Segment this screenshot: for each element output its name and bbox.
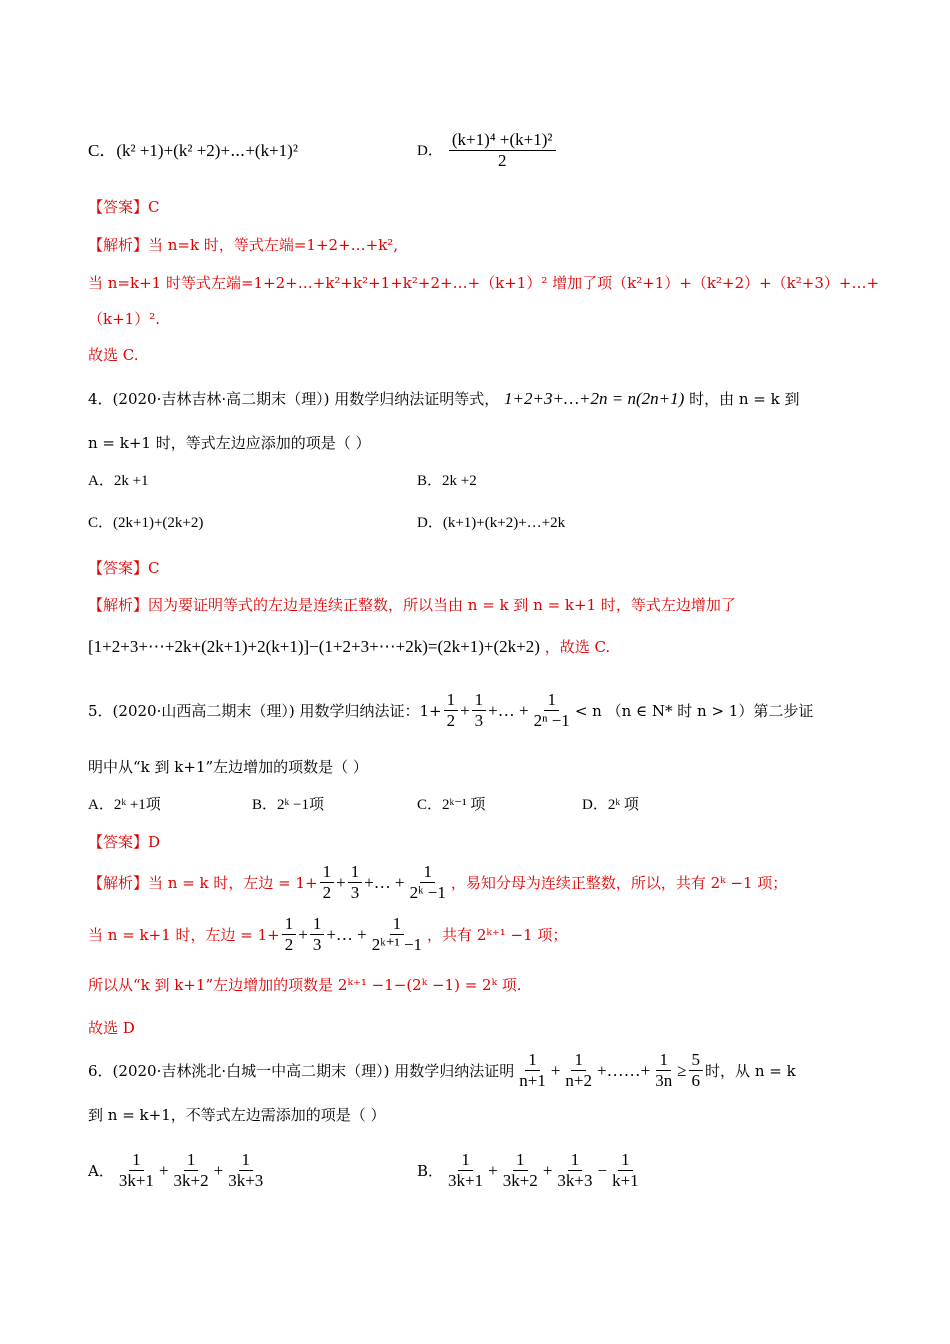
q3-analysis-line3: （k+1）². — [88, 310, 160, 328]
q6-stem-line2: 到 n = k+1，不等式左边需添加的项是（ ） — [88, 1106, 386, 1124]
q6-geq: ≥ — [677, 1060, 687, 1080]
q6-frac2-num: 1 — [571, 1050, 586, 1071]
q5-stem-prefix: 5．(2020·山西高二期末（理）) 用数学归纳法证：1+ — [88, 701, 442, 720]
q5-a1-mid: +… + — [364, 872, 405, 892]
q6-b-frac3-num: 1 — [568, 1150, 583, 1171]
q5-stem-tail: < n （n ∈ N* 时 n > 1）第二步证 — [574, 701, 814, 720]
q5-analysis-line3: 所以从“k 到 k+1”左边增加的项数是 2ᵏ⁺¹ −1−(2ᵏ −1) = 2ᵏ 项. — [88, 976, 522, 994]
q5-a1-tail: ，易知分母为连续正整数，所以，共有 2ᵏ −1 项； — [450, 873, 788, 892]
q5-conclusion: 故选 D — [88, 1019, 135, 1037]
q5-a2-frac1-den: 2 — [284, 935, 294, 954]
q6-plus: + — [550, 1060, 561, 1080]
q6-b-frac1-num: 1 — [458, 1150, 473, 1171]
q6-frac3-den: 3n — [655, 1071, 673, 1090]
q4-analysis-tail: ，故选 C. — [544, 638, 611, 656]
q5-a2-frac2-den: 3 — [312, 935, 322, 954]
q5-stem-line2: 明中从“k 到 k+1”左边增加的项数是（ ） — [88, 758, 368, 776]
q4-analysis-line1: 【解析】因为要证明等式的左边是连续正整数，所以当由 n = k 到 n = k+1 时，等式左边增加了 — [88, 596, 736, 614]
q6-b-plus1: + — [488, 1160, 498, 1180]
q5-frac3-den: 2ⁿ −1 — [533, 711, 570, 730]
q6-option-a-label: A． — [88, 1161, 114, 1180]
q3-option-d-numerator: (k+1)⁴ +(k+1)² — [449, 130, 556, 151]
q5-a2-frac3-den: 2ᵏ⁺¹ −1 — [371, 935, 423, 954]
q6-b-frac4-den: k+1 — [612, 1171, 639, 1190]
q5-option-a: A．2ᵏ +1项 — [88, 797, 161, 813]
q5-a2-mid: +… + — [326, 924, 367, 944]
q5-a2-prefix: 当 n = k+1 时，左边 = 1+ — [88, 925, 280, 944]
q5-a2-tail: ，共有 2ᵏ⁺¹ −1 项； — [427, 925, 568, 944]
q6-b-frac1-den: 3k+1 — [448, 1171, 484, 1190]
q4-stem-line2: n = k+1 时，等式左边应添加的项是（ ） — [88, 434, 371, 452]
q5-a1-frac2-num: 1 — [348, 862, 363, 883]
q3-analysis-line1: 【解析】当 n=k 时，等式左端=1+2+…+k², — [88, 236, 399, 254]
q4-option-c: C．(2k+1)+(2k+2) — [88, 515, 204, 531]
q6-frac1-den: n+1 — [519, 1071, 546, 1090]
q6-option-b-label: B． — [417, 1161, 444, 1180]
q5-a1-frac1-den: 2 — [322, 883, 332, 902]
q5-a1-frac3-den: 2ᵏ −1 — [409, 883, 446, 902]
q6-frac3-num: 1 — [656, 1050, 671, 1071]
q6-a-frac1-den: 3k+1 — [118, 1171, 154, 1190]
q6-b-frac4-num: 1 — [618, 1150, 633, 1171]
q6-a-frac2-den: 3k+2 — [173, 1171, 209, 1190]
q5-option-c: C．2ᵏ⁻¹ 项 — [417, 797, 486, 813]
q5-frac1-num: 1 — [444, 690, 459, 711]
q3-analysis-line2: 当 n=k+1 时等式左端=1+2+…+k²+k²+1+k²+2+…+（k+1）² 增加了项（k²+1）+（k²+2）+（k²+3）+…+ — [88, 274, 880, 292]
q5-option-b: B．2ᵏ −1项 — [252, 797, 324, 813]
q5-a1-frac3-num: 1 — [420, 862, 435, 883]
q6-a-frac1-num: 1 — [129, 1150, 144, 1171]
q6-frac1-num: 1 — [525, 1050, 540, 1071]
q4-stem-tail: 时，由 n = k 到 — [689, 390, 800, 408]
q4-analysis-line2 — [88, 636, 610, 658]
q5-a1-frac2-den: 3 — [350, 883, 360, 902]
q6-rhs-num: 5 — [689, 1050, 704, 1071]
q5-frac1-den: 2 — [446, 711, 456, 730]
q5-a2-frac3-num: 1 — [390, 914, 405, 935]
q6-mid: +……+ — [597, 1060, 651, 1080]
q5-stem-mid: +… + — [488, 700, 529, 720]
q5-analysis-line1: 【解析】当 n = k 时，左边 = 1+ $\frac{1}{2}$ + $\frac{1}{3}$ +… + $\frac{1}{\text{2ᵏ −1}}$ ，易知分母为连续正整数，所以，共有 2ᵏ −1 项； — [88, 862, 788, 902]
q5-frac2-den: 3 — [474, 711, 484, 730]
q3-option-c: C．(k² +1)+(k² +2)+⋯+(k+1)² — [88, 141, 298, 160]
q3-option-d-denominator: 2 — [497, 151, 507, 170]
q5-a1-frac1-num: 1 — [320, 862, 335, 883]
q6-stem-prefix: 6．(2020·吉林洮北·白城一中高二期末（理）) 用数学归纳法证明 — [88, 1061, 515, 1080]
q5-answer: 【答案】D — [88, 833, 161, 851]
q5-stem-line1: 5．(2020·山西高二期末（理）) 用数学归纳法证：1+ $\frac{1}{2}$ + $\frac{1}{3}$ +… + $\frac{1}{\text{2ⁿ −1}}$ < n （n ∈ N* 时 n > 1）第二步证 — [88, 690, 814, 730]
q6-frac2-den: n+2 — [565, 1071, 593, 1090]
q6-stem-line1 — [88, 1050, 796, 1091]
q6-stem-tail: 时，从 n = k — [705, 1061, 796, 1080]
q3-conclusion: 故选 C. — [88, 346, 139, 364]
q3-option-d — [417, 130, 558, 171]
q6-b-minus: − — [597, 1160, 608, 1180]
q4-analysis-equation: [1+2+3+⋯+2k+(2k+1)+2(k+1)]−(1+2+3+⋯+2k)=(2k+1)+(2k+2) — [88, 637, 540, 656]
q5-a1-prefix: 【解析】当 n = k 时，左边 = 1+ — [88, 873, 318, 892]
q6-rhs-den: 6 — [691, 1071, 701, 1090]
q6-option-a — [88, 1150, 268, 1191]
q4-stem-text: 4．(2020·吉林吉林·高二期末（理）) 用数学归纳法证明等式， — [88, 390, 500, 408]
q6-a-frac3-den: 3k+3 — [228, 1171, 264, 1190]
q4-stem-line1 — [88, 388, 799, 410]
q3-answer: 【答案】C — [88, 198, 160, 216]
q4-option-d: D．(k+1)+(k+2)+…+2k — [417, 515, 566, 531]
q5-a2-frac2-num: 1 — [310, 914, 325, 935]
q5-option-d: D．2ᵏ 项 — [582, 797, 639, 813]
q6-b-frac2-den: 3k+2 — [502, 1171, 538, 1190]
q6-a-frac3-num: 1 — [239, 1150, 254, 1171]
q6-b-plus2: + — [542, 1160, 553, 1180]
q6-a-frac2-num: 1 — [184, 1150, 199, 1171]
q4-option-b: B．2k +2 — [417, 473, 477, 489]
q6-option-b — [417, 1150, 644, 1191]
q5-a2-frac1-num: 1 — [282, 914, 297, 935]
q4-answer: 【答案】C — [88, 559, 160, 577]
q5-frac2-num: 1 — [472, 690, 487, 711]
q5-frac3-num: 1 — [544, 690, 559, 711]
q6-b-frac3-den: 3k+3 — [557, 1171, 593, 1190]
q6-a-plus1: + — [158, 1160, 169, 1180]
q3-option-d-label: D． — [417, 142, 443, 159]
q6-b-frac2-num: 1 — [513, 1150, 528, 1171]
q4-option-a: A．2k +1 — [88, 473, 149, 489]
q4-stem-equation: 1+2+3+…+2n = n(2n+1) — [504, 389, 685, 408]
q5-analysis-line2: 当 n = k+1 时，左边 = 1+ $\frac{1}{2}$ + $\frac{1}{3}$ +… + $\frac{1}{\text{2ᵏ⁺¹ −1}}$ ，共有 2ᵏ⁺¹ −1 项； — [88, 914, 568, 954]
q6-a-plus2: + — [213, 1160, 224, 1180]
